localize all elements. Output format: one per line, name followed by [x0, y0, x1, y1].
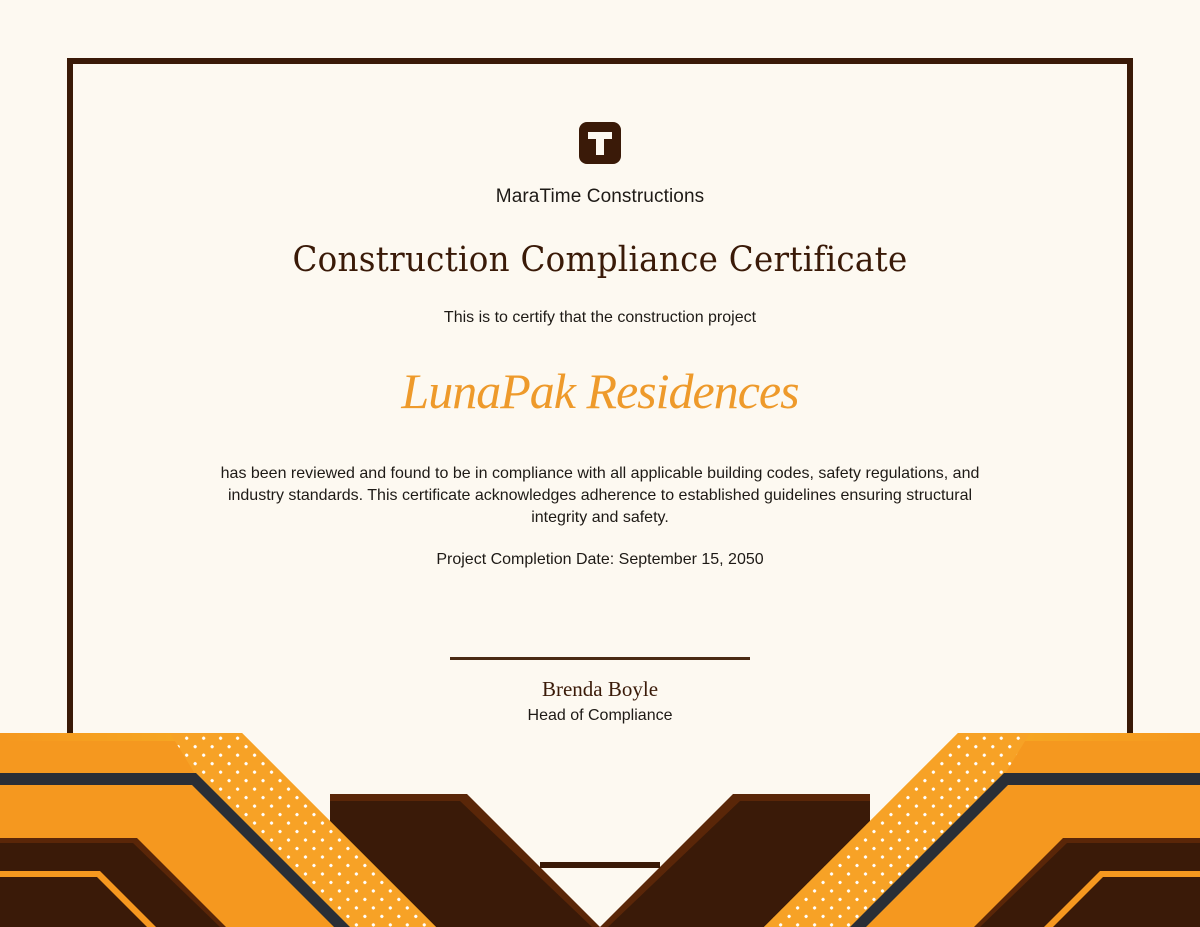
signer-title: Head of Compliance: [527, 707, 673, 724]
project-name: LunaPak Residences: [401, 363, 799, 419]
signature-line: [450, 657, 750, 660]
company-logo-icon: [579, 122, 621, 164]
certificate-title: Construction Compliance Certificate: [292, 240, 908, 280]
completion-date: Project Completion Date: September 15, 2050: [436, 551, 764, 568]
company-name: MaraTime Constructions: [495, 186, 705, 207]
compliance-statement: has been reviewed and found to be in compliance with all applicable building codes, safety regulations, and industry standards. This certificate acknowledges adherence to established guidelines ensuring structural integrity and safety.: [220, 465, 980, 526]
signer-name: Brenda Boyle: [541, 677, 659, 701]
logo-t-stem: [596, 137, 604, 155]
intro-text: This is to certify that the construction project: [443, 309, 757, 326]
